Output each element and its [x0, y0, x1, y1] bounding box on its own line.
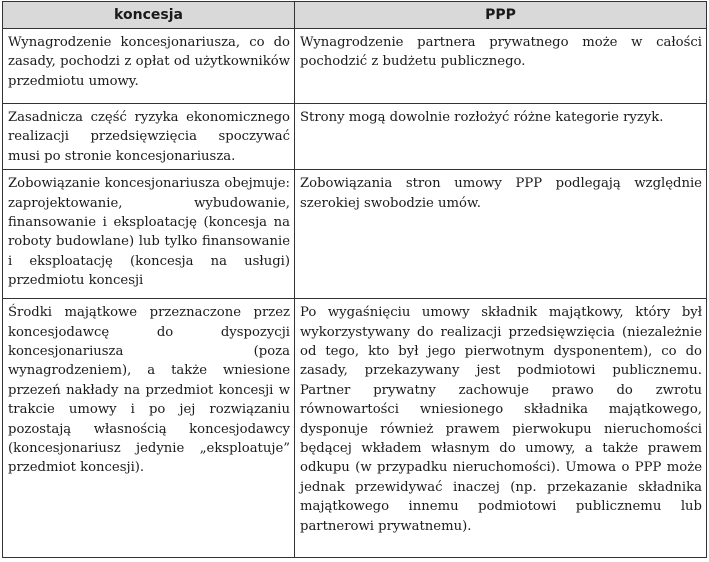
- cell-koncesja: Zasadnicza część ryzyka ekonomicznego realizacji przedsięwzięcia spoczywać musi po stronie koncesjonariusza.: [3, 104, 295, 170]
- cell-koncesja: Wynagrodzenie koncesjonariusza, co do zasady, pochodzi z opłat od użytkowników przedmiotu umowy.: [3, 29, 295, 104]
- header-koncesja: koncesja: [3, 2, 295, 29]
- table-header-row: [3, 2, 707, 29]
- comparison-table: [2, 1, 707, 558]
- table-row: [3, 170, 707, 299]
- cell-ppp: Po wygaśnięciu umowy składnik majątkowy, który był wykorzystywany do realizacji przedsięwzięcia (niezależnie od tego, kto był jego pierwotnym dysponentem), co do zasady, przekazywany jest podmiotowi publicznemu. Partner prywatny zachowuje prawo do zwrotu równowartości wniesionego składnika majątkowego, dysponuje również prawem pierwokupu nieruchomości będącej wkładem własnym do umowy, a także prawem odkupu (w przypadku nieruchomości). Umowa o PPP może jednak przewidywać inaczej (np. przekazanie składnika majątkowego innemu podmiotowi publicznemu lub partnerowi prywatnemu).: [295, 299, 707, 558]
- table-row: [3, 29, 707, 104]
- cell-koncesja: Środki majątkowe przeznaczone przez koncesjodawcę do dyspozycji koncesjonariusza (poza wynagrodzeniem), a także wniesione przezeń nakłady na przedmiot koncesji w trakcie umowy i po jej rozwiązaniu pozostają własnością koncesjodawcy (koncesjonariusz jedynie „eksploatuje” przedmiot koncesji).: [3, 299, 295, 558]
- cell-ppp: Wynagrodzenie partnera prywatnego może w całości pochodzić z budżetu publicznego.: [295, 29, 707, 104]
- cell-ppp: Zobowiązania stron umowy PPP podlegają względnie szerokiej swobodzie umów.: [295, 170, 707, 299]
- header-ppp: PPP: [295, 2, 707, 29]
- table-row: [3, 104, 707, 170]
- cell-ppp: Strony mogą dowolnie rozłożyć różne kategorie ryzyk.: [295, 104, 707, 170]
- comparison-table-container: [2, 1, 706, 558]
- cell-koncesja: Zobowiązanie koncesjonariusza obejmuje: zaprojektowanie, wybudowanie, finansowanie i eksploatację (koncesja na roboty budowlane) lub tylko finansowanie i eksploatację (koncesja na usługi) przedmiotu koncesji: [3, 170, 295, 299]
- table-row: [3, 299, 707, 558]
